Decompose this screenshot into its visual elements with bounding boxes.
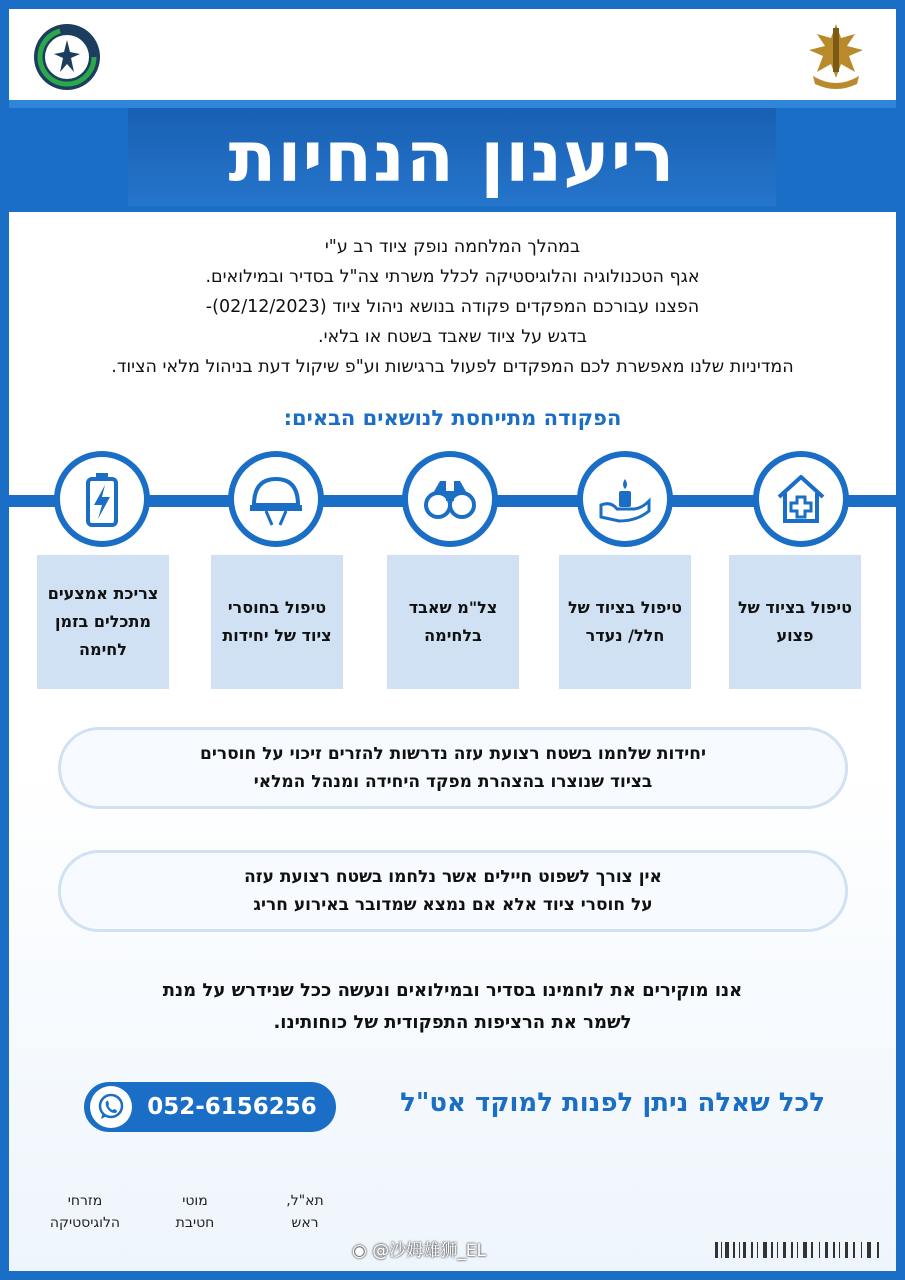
signature-line: מזרחי [67, 1193, 103, 1209]
signature-block [250, 1190, 360, 1234]
topic-label: טיפול בציוד של חלל/ נעדר [567, 598, 683, 645]
notice-box [58, 850, 848, 932]
phone-number: 052-6156256 [147, 1094, 317, 1120]
closing-line: לשמר את הרציפות התפקודית של כוחותינו. [273, 1012, 632, 1033]
intro-line: אגף הטכנולוגיה והלוגיסטיקה לכלל משרתי צה"ל בסדיר ובמילואים. [205, 267, 700, 287]
intro-line: במהלך המלחמה נופק ציוד רב ע"י [324, 237, 581, 257]
binoculars-icon [422, 471, 478, 527]
topic-circle-lost-optics [402, 451, 498, 547]
signature-block [30, 1190, 140, 1234]
topic-label: טיפול בציוד של פצוע [737, 598, 853, 645]
topic-circle-unit-shortage [228, 451, 324, 547]
watermark [352, 1236, 486, 1261]
closing-text [40, 975, 865, 1039]
topic-card [37, 555, 169, 689]
watermark-text: @沙姆雄狮_EL [372, 1241, 486, 1261]
idf-emblem-icon [797, 20, 875, 92]
topic-label: טיפול בחוסרי ציוד של יחידות [222, 598, 332, 645]
notice-box [58, 727, 848, 809]
topic-circle-wounded [753, 451, 849, 547]
notice-line: אין צורך לשפוט חיילים אשר נלחמו בשטח רצועת עזה [244, 867, 662, 887]
intro-text [30, 232, 875, 382]
topic-card [559, 555, 691, 689]
topics-heading: הפקודה מתייחסת לנושאים הבאים: [283, 406, 622, 430]
hand-candle-icon [597, 471, 653, 527]
topic-circle-consumables [54, 451, 150, 547]
intro-line: בדגש על ציוד שאבד בשטח או בלאי. [318, 327, 587, 347]
unit-logo-icon [32, 22, 102, 92]
intro-line: המדיניות שלנו מאפשרת לכם המפקדים לפעול ברגישות וע"פ שיקול דעת בניהול מלאי הציוד. [111, 357, 794, 377]
signature-block [140, 1190, 250, 1234]
helmet-icon [248, 471, 304, 527]
closing-line: אנו מוקירים את לוחמינו בסדיר ובמילואים ונעשה ככל שנידרש על מנת [162, 980, 743, 1001]
notice-line: יחידות שלחמו בשטח רצועת עזה נדרשות להזרים זיכוי על חוסרים [200, 744, 706, 764]
header-bar [9, 9, 896, 99]
notice-line: בציוד שנוצרו בהצהרת מפקד היחידה ומנהל המלאי [253, 772, 653, 792]
barcode-mark [715, 1240, 885, 1260]
signature-line: הלוגיסטיקה [49, 1215, 121, 1231]
signature-line: חטיבת [175, 1215, 215, 1231]
weibo-icon: ◉ [352, 1241, 367, 1261]
hotline-text: לכל שאלה ניתן לפנות למוקד אט"ל [400, 1088, 825, 1118]
signature-line: תא"ל, [286, 1193, 324, 1209]
topic-card [387, 555, 519, 689]
topic-circle-fallen [577, 451, 673, 547]
topic-label: צריכת אמצעים מתכלים בזמן לחימה [47, 584, 159, 659]
page-title: ריענון הנחיות [228, 116, 676, 198]
battery-icon [74, 471, 130, 527]
title-box [128, 108, 776, 206]
phone-contact[interactable] [84, 1082, 336, 1132]
house-medical-icon [773, 471, 829, 527]
intro-line: הפצנו עבורכם המפקדים פקודה בנושא ניהול ציוד (02/12/2023)- [205, 297, 700, 317]
topic-card [729, 555, 861, 689]
signature-line: ראש [291, 1215, 319, 1231]
whatsapp-icon [90, 1086, 132, 1128]
topic-card [211, 555, 343, 689]
signature-line: מוטי [182, 1193, 208, 1209]
notice-line: על חוסרי ציוד אלא אם נמצא שמדובר באירוע חריג [253, 895, 653, 915]
topic-label: צל"מ שאבד בלחימה [408, 598, 498, 645]
